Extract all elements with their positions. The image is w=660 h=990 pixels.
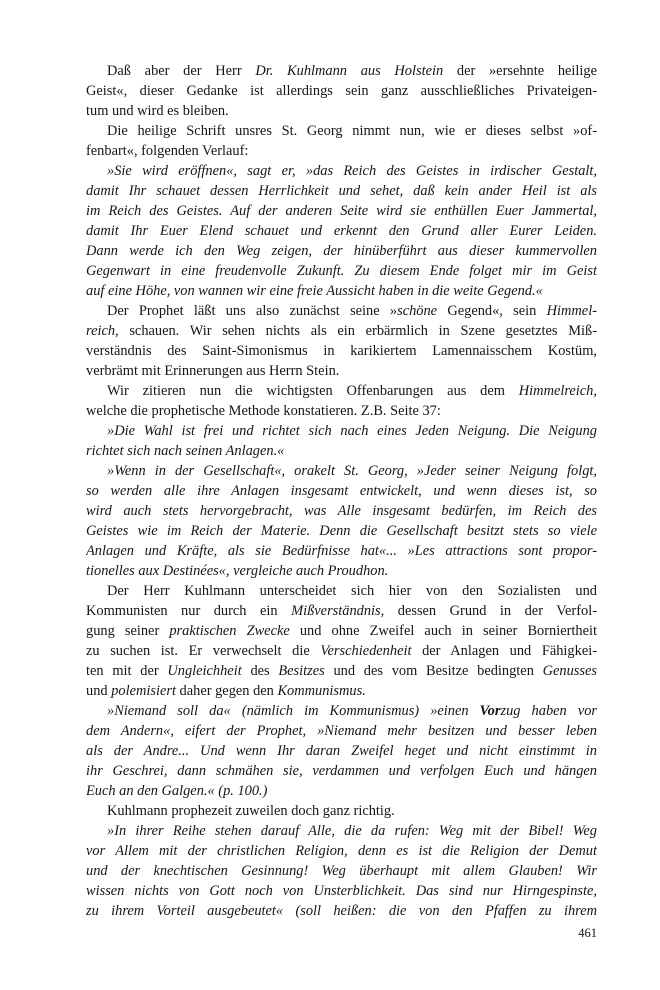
text-line: Wir zitieren nun die wichtigsten Offenbarungen aus dem Himmelreich, [107,383,597,399]
text-line: wird auch stets hervorgebracht, was Alle insgesamt bedürfen, im Reich des [86,503,597,519]
text-line: wissen nichts von Gott noch von Unsterblichkeit. Das sind nur Hirngespinste, [86,883,597,899]
text-line: im Reich des Geistes. Auf der anderen Seite wird sie enthüllen Euer Jammertal, [86,203,597,219]
text-line: vor Allem mit der christlichen Religion, denn es ist die Religion der Demut [86,843,597,859]
text-line: Euch an den Galgen.« (p. 100.) [86,783,268,799]
text-line: Daß aber der Herr Dr. Kuhlmann aus Holstein der »ersehnte heilige [107,63,597,79]
text-line: »In ihrer Reihe stehen darauf Alle, die da rufen: Weg mit der Bibel! Weg [107,823,597,839]
text-line: Der Prophet läßt uns also zunächst seine »schöne Gegend«, sein Himmel- [107,303,597,319]
text-line: »Niemand soll da« (nämlich im Kommunismus) »einen Vorzug haben vor [107,703,597,719]
text-line: Der Herr Kuhlmann unterscheidet sich hier von den Sozialisten und [107,583,597,599]
text-line: und der knechtischen Gesinnung! Weg überhaupt mit allem Glauben! Wir [86,863,597,879]
text-line: »Sie wird eröffnen«, sagt er, »das Reich des Geistes in irdischer Gestalt, [107,163,597,179]
text-line: Geist«, dieser Gedanke ist allerdings sein ganz ausschließliches Privateigen- [86,83,597,99]
text-line: Kommunisten nur durch ein Mißverständnis, dessen Grund in der Verfol- [86,603,597,619]
text-line: damit Ihr schauet dessen Herrlichkeit und sehet, daß kein ander Heil ist als [86,183,597,199]
text-line: reich, schauen. Wir sehen nichts als ein erbärmlich in Szene gesetztes Miß- [86,323,597,339]
text-line: auf eine Höhe, von wannen wir eine freie Aussicht haben in die weite Gegend.« [86,283,543,299]
text-line: Dann werde ich den Weg zeigen, der hinüberführt aus dieser kummervollen [86,243,597,259]
text-line: fenbart«, folgenden Verlauf: [86,143,249,159]
text-line: zu suchen ist. Er verwechselt die Verschiedenheit der Anlagen und Fähigkei- [86,643,597,659]
page-number: 461 [578,926,597,940]
text-line: Kuhlmann prophezeit zuweilen doch ganz richtig. [107,803,395,819]
text-line: Gegenwart in eine freudenvolle Zukunft. Zu diesem Ende folget mir im Geist [86,263,597,279]
text-line: tum und wird es bleiben. [86,103,229,119]
text-line: verständnis des Saint-Simonismus in karikiertem Lamennaisschem Kostüm, [86,343,597,359]
text-line: als der Andre... Und wenn Ihr daran Zweifel heget und nicht einstimmt in [86,743,597,759]
text-line: richtet sich nach seinen Anlagen.« [86,443,285,459]
text-line: Anlagen und Kräfte, als sie Bedürfnisse hat«... »Les attractions sont propor- [86,543,597,559]
text-line: Geistes wie im Reich der Materie. Denn die Gesellschaft besitzt stets so viele [86,523,597,539]
text-line: »Die Wahl ist frei und richtet sich nach eines Jeden Neigung. Die Neigung [107,423,597,439]
text-line: Die heilige Schrift unsres St. Georg nimmt nun, wie er dieses selbst »of- [107,123,597,139]
text-line: tionelles aux Destinées«, vergleiche auch Proudhon. [86,563,389,579]
text-line: damit Ihr Euer Elend schauet und erkennt den Grund aller Eurer Leiden. [86,223,597,239]
text-line: gung seiner praktischen Zwecke und ohne Zweifel auch in seiner Borniertheit [86,623,597,639]
text-line: verbrämt mit Erinnerungen aus Herrn Stein. [86,363,340,379]
text-line: so werden alle ihre Anlagen insgesamt entwickelt, und wenn dieses ist, so [86,483,597,499]
text-line: zu ihrem Vorteil ausgebeutet« (soll heißen: die von den Pfaffen zu ihrem [86,903,597,919]
text-line: und polemisiert daher gegen den Kommunismus. [86,683,366,699]
text-line: dem Andern«, eifert der Prophet, »Niemand mehr besitzen und besser leben [86,723,597,739]
text-line: ten mit der Ungleichheit des Besitzes und des vom Besitze bedingten Genusses [86,663,597,679]
text-line: ihr Geschrei, dann schmähen sie, verdammen und verfolgen Euch und hängen [86,763,597,779]
text-line: »Wenn in der Gesellschaft«, orakelt St. Georg, »Jeder seiner Neigung folgt, [107,463,597,479]
text-block [86,61,597,921]
text-line: welche die prophetische Methode konstatieren. Z.B. Seite 37: [86,403,441,419]
